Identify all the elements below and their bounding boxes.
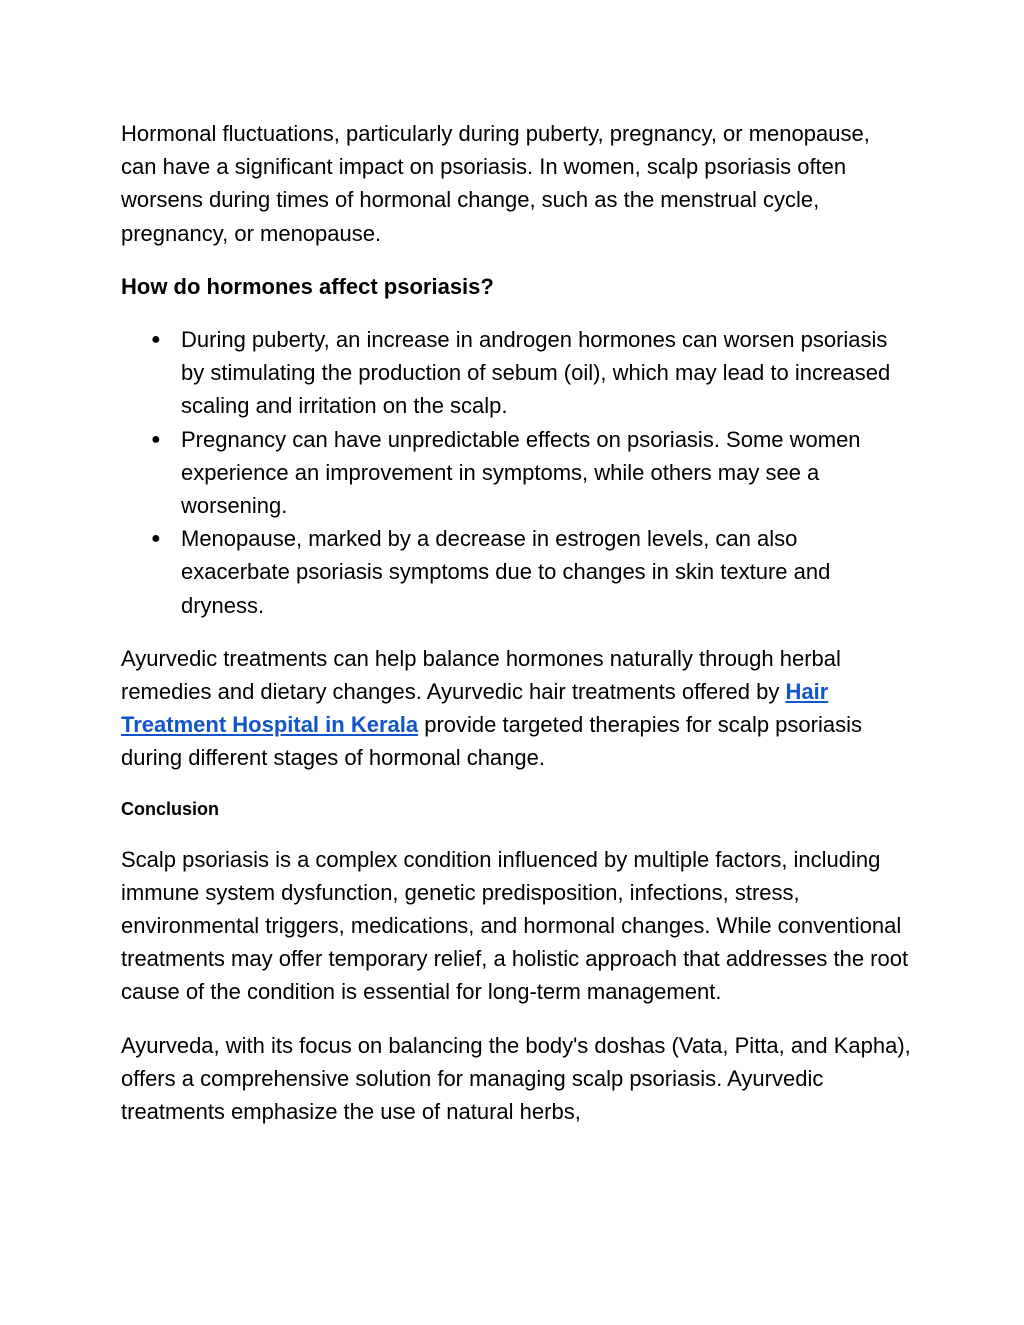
- ayurvedic-paragraph: [121, 642, 911, 775]
- list-item: [121, 323, 911, 423]
- list-item-text: During puberty, an increase in androgen hormones can worsen psoriasis by stimulating the production of sebum (oil), which may lead to increased scaling and irritation on the scalp.: [181, 327, 891, 419]
- conclusion-heading: Conclusion: [121, 798, 219, 819]
- intro-paragraph: Hormonal fluctuations, particularly during puberty, pregnancy, or menopause, can have a significant impact on psoriasis. In women, scalp psoriasis often worsens during times of hormonal change, such as the menstrual cycle, pregnancy, or menopause.: [121, 121, 870, 246]
- list-item: [121, 423, 911, 523]
- list-item-text: Pregnancy can have unpredictable effects on psoriasis. Some women experience an improvement in symptoms, while others may see a worsening.: [181, 426, 861, 519]
- list-item: [121, 522, 911, 622]
- bullet-icon: ●: [151, 530, 161, 548]
- hospital-link[interactable]: Hair Treatment Hospital in Kerala: [121, 679, 829, 738]
- conclusion-paragraph-2: Ayurveda, with its focus on balancing the body's doshas (Vata, Pitta, and Kapha), offers a comprehensive solution for managing scalp psoriasis. Ayurvedic treatments emphasize the use of natural herbs,: [121, 1032, 911, 1125]
- ayurvedic-text-after-link: provide targeted therapies for scalp psoriasis during different stages of hormonal change.: [121, 712, 862, 771]
- list-item-text: Menopause, marked by a decrease in estrogen levels, can also exacerbate psoriasis symptoms due to changes in skin texture and dryness.: [181, 526, 831, 618]
- bullet-icon: ●: [151, 331, 161, 349]
- bullet-icon: ●: [151, 430, 161, 448]
- bullet-list: [121, 323, 911, 622]
- document-page: [121, 117, 911, 1128]
- section-heading: How do hormones affect psoriasis?: [121, 273, 494, 299]
- conclusion-paragraph-1: Scalp psoriasis is a complex condition influenced by multiple factors, including immune system dysfunction, genetic predisposition, infections, stress, environmental triggers, medications, and hormonal changes. While conventional treatments may offer temporary relief, a holistic approach that addresses the root cause of the condition is essential for long-term management.: [121, 846, 909, 1005]
- ayurvedic-text-before-link: Ayurvedic treatments can help balance hormones naturally through herbal remedies and dietary changes. Ayurvedic hair treatments offered by: [121, 645, 841, 705]
